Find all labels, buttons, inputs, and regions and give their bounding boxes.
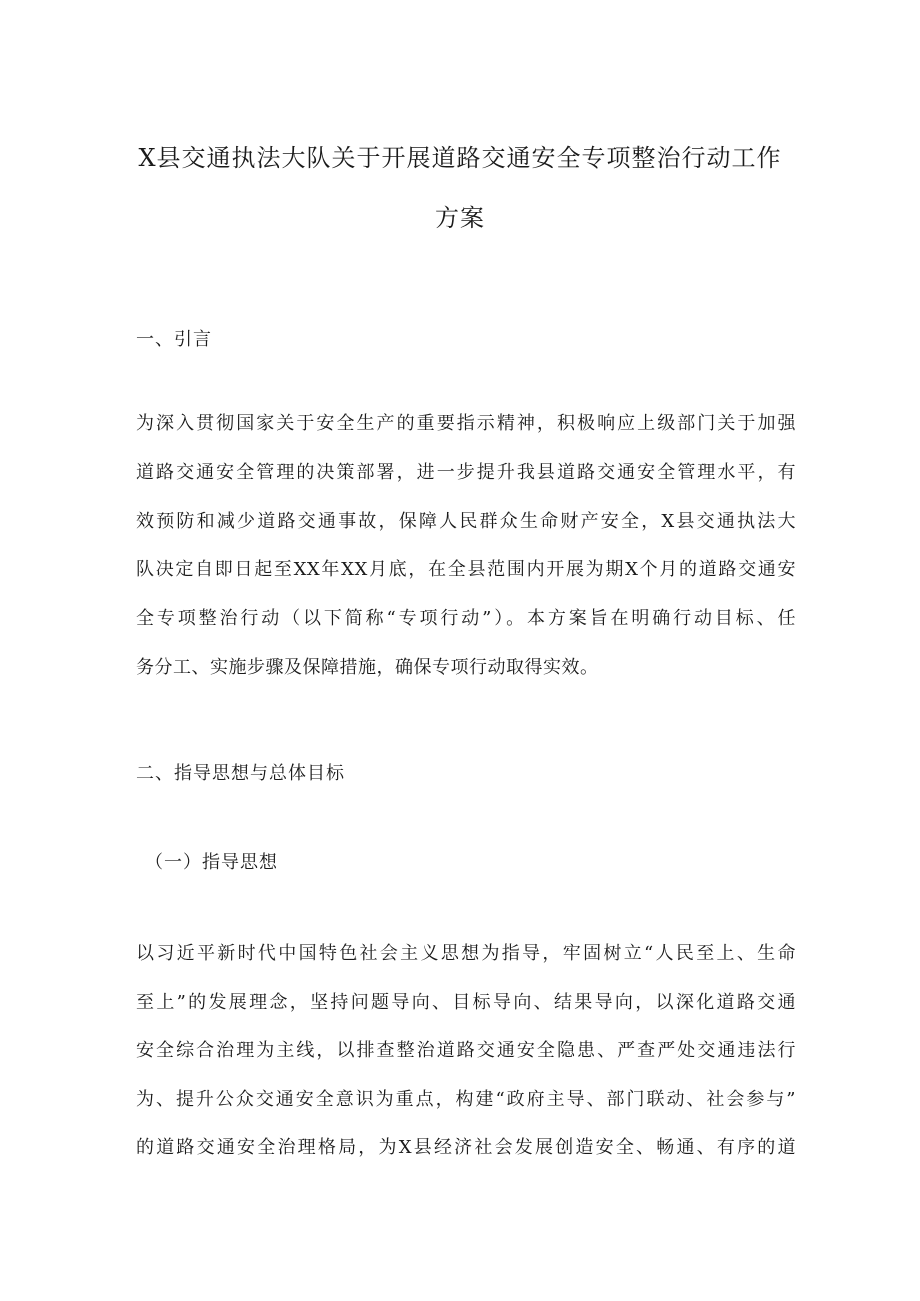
paragraph-line: 为、提升公众交通安全意识为重点，构建“政府主导、部门联动、社会参与” — [136, 1089, 796, 1110]
paragraph-line: 全专项整治行动（以下简称“专项行动”）。本方案旨在明确行动目标、任 — [136, 608, 796, 629]
section-heading-guiding-thought: 二、指导思想与总体目标 — [136, 763, 345, 784]
paragraph-line: 队决定自即日起至XX年XX月底，在全县范围内开展为期X个月的道路交通安 — [136, 559, 796, 580]
paragraph-line: 道路交通安全管理的决策部署，进一步提升我县道路交通安全管理水平，有 — [136, 462, 796, 483]
section-heading-introduction: 一、引言 — [136, 329, 212, 350]
paragraph-line: 效预防和减少道路交通事故，保障人民群众生命财产安全，X县交通执法大 — [136, 511, 796, 532]
paragraph-line: 的道路交通安全治理格局，为X县经济社会发展创造安全、畅通、有序的道 — [136, 1137, 796, 1158]
subsection-heading-guiding-thought: （一）指导思想 — [145, 852, 278, 873]
paragraph-line: 为深入贯彻国家关于安全生产的重要指示精神，积极响应上级部门关于加强 — [136, 413, 796, 434]
paragraph-line: 以习近平新时代中国特色社会主义思想为指导，牢固树立“人民至上、生命 — [136, 943, 796, 964]
paragraph-line: 务分工、实施步骤及保障措施，确保专项行动取得实效。 — [136, 657, 599, 678]
paragraph-line: 至上”的发展理念，坚持问题导向、目标导向、结果导向，以深化道路交通 — [136, 992, 796, 1013]
paragraph-line: 安全综合治理为主线，以排查整治道路交通安全隐患、严查严处交通违法行 — [136, 1040, 796, 1061]
document-title-line-2: 方案 — [435, 204, 485, 232]
document-title-line-1: X县交通执法大队关于开展道路交通安全专项整治行动工作 — [138, 144, 782, 172]
